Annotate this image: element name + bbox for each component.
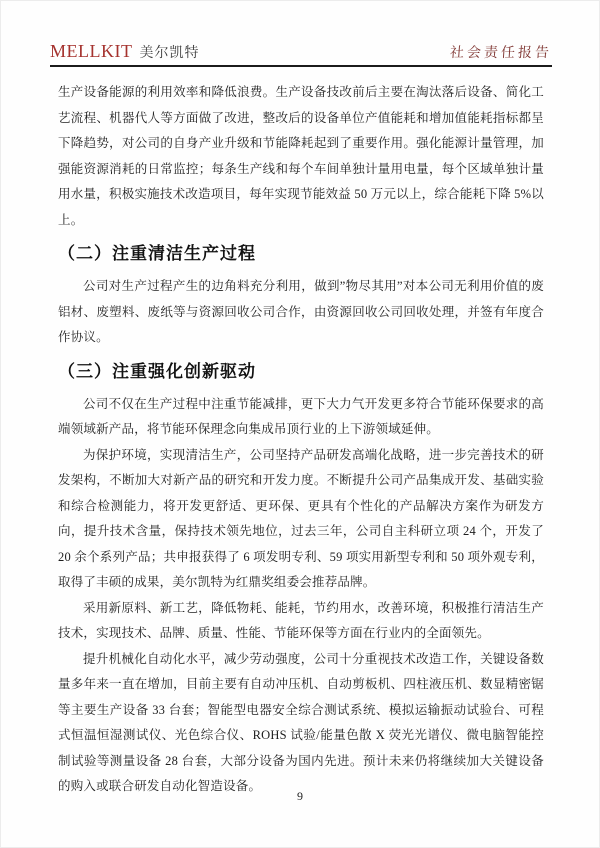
page-number: 9 [297,789,303,803]
paragraph-clean-production: 公司对生产过程产生的边角料充分利用，做到”物尽其用”对本公司无利用价值的废铝材、废塑料、废纸等与资源回收公司合作，由资源回收公司回收处理，并签有年度合作协议。 [58,279,544,344]
paragraph-energy-efficiency: 生产设备能源的利用效率和降低浪费。生产设备技改前后主要在淘汰落后设备、简化工艺流程、机器代人等方面做了改进，整改后的设备单位产值能耗和增加值能耗指标都呈下降趋势，对公司的自身产业升级和节能降耗起到了重要作用。强化能源计量管理，加强能资源消耗的日常监控；每条生产线和每个车间单独计量用电量，每个区域单独计量用水量，积极实施技术改造项目，每年实现节能效益 50 万元以上，综合能耗下降 5%以上。 [58,85,544,227]
logo-wordmark-cn: 美尔凯特 [139,46,200,61]
page-footer [1,787,599,805]
page-header [50,41,552,62]
header-rule-line [50,65,552,67]
report-title-area [450,42,552,62]
section-heading-clean-production: （二）注重清洁生产过程 [58,244,256,263]
paragraph-innovation-automation: 提升机械化自动化水平，减少劳动强度，公司十分重视技术改造工作，关键设备数量多年来一直在增加，目前主要有自动冲压机、自动剪板机、四柱液压机、数显精密锯等主要生产设备 33 台套；智能型电器安全综合测试系统、模拟运输振动试验台、可程式恒温恒湿测试仪、光色综合仪、ROHS 试验/能量色散 X 荧光光谱仪、微电脑智能控制试验等测量设备 28 台套，大部分设备为国内先进。预计未来仍将继续加大关键设备的购入或联合研发自动化智造设备。 [58,651,544,793]
company-logo [50,41,199,62]
paragraph-innovation-materials: 采用新原料、新工艺，降低物耗、能耗，节约用水，改善环境，积极推行清洁生产技术，实现技术、品牌、质量、性能、节能环保等方面在行业内的全面领先。 [58,600,544,640]
section-heading-innovation: （三）注重强化创新驱动 [58,361,256,381]
logo-wordmark-en: MELLKIT [50,41,133,61]
paragraph-innovation-intro: 公司不仅在生产过程中注重节能减排，更下大力气开发更多符合节能环保要求的高端领域新产品，将节能环保理念向集成吊顶行业的上下游领域延伸。 [58,396,544,436]
document-body [58,80,544,800]
paragraph-innovation-rd: 为保护环境，实现清洁生产，公司坚持产品研发高端化战略，进一步完善技术的研发架构，不断加大对新产品的研究和开发力度。不断提升公司产品集成开发、基础实验和综合检测能力，将开发更舒适、更环保、更具有个性化的产品解决方案作为研发方向，提升技术含量，保持技术领先地位，过去三年，公司自主科研立项 24 个，开发了 20 余个系列产品；共申报获得了 6 项发明专利、59 项实用新型专利和 50 项外观专利，取得了丰硕的成果，美尔凯特为红鼎奖组委会推荐品牌。 [58,447,544,589]
report-title: 社会责任报告 [449,46,553,61]
